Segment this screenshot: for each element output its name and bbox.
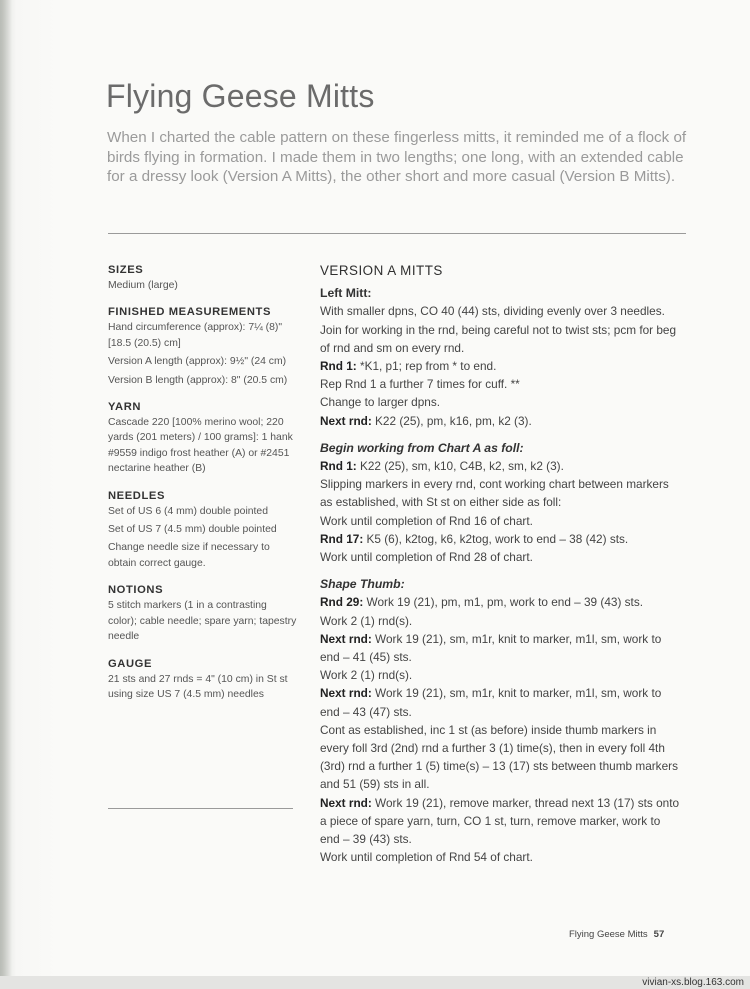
rnd1-label: Rnd 1: xyxy=(320,359,357,374)
needles-section xyxy=(108,489,298,572)
next-rnd-2-label: Next rnd: xyxy=(320,631,372,646)
work-rnds-2: Work 2 (1) rnd(s). xyxy=(320,668,413,683)
next-rnd-1-text: K22 (25), pm, k16, pm, k2 (3). xyxy=(371,413,532,428)
rnd1-text: *K1, p1; rep from * to end. xyxy=(356,359,497,374)
chart-rnd1-label: Rnd 1: xyxy=(320,459,357,474)
rnd17-line xyxy=(320,530,680,548)
yarn-section xyxy=(108,400,298,477)
sizes-section xyxy=(108,263,298,293)
needles-small: Set of US 6 (4 mm) double pointed xyxy=(108,505,268,517)
chart-heading: Begin working from Chart A as foll: xyxy=(320,440,524,455)
rnd17-text: K5 (6), k2tog, k6, k2tog, work to end – 38 (42) sts. xyxy=(363,531,629,546)
page-number: 57 xyxy=(653,929,665,940)
sizes-heading: SIZES xyxy=(108,264,144,276)
next-rnd-4-text: Work 19 (21), remove marker, thread next 13 (17) sts onto a piece of spare yarn, turn, CO 1 st, turn, remove marker, work to end – 39 (43) sts. xyxy=(320,795,680,847)
notions-section xyxy=(108,583,298,644)
sizes-text: Medium (large) xyxy=(108,280,178,291)
cont-established-text: Cont as established, inc 1 st (as before) inside thumb markers in every foll 3rd (2nd) rnd a further 3 (1) time(s), then in every foll 4th (3rd) rnd a further 1 (5) time(s) – 13 (17) sts between thumb markers and 51 (59) sts in all. xyxy=(320,722,678,792)
gauge-text: 21 sts and 27 rnds = 4" (10 cm) in St st using size US 7 (4.5 mm) needles xyxy=(108,673,288,700)
next-rnd-2-line xyxy=(320,630,680,666)
chart-rnd1-line xyxy=(320,457,680,475)
rnd54-text: Work until completion of Rnd 54 of chart. xyxy=(320,850,533,865)
rnd29-line xyxy=(320,593,680,611)
measurements-section xyxy=(108,305,298,388)
next-rnd-3-line xyxy=(320,684,680,720)
spine-shadow xyxy=(0,0,12,976)
change-needles-text: Change to larger dpns. xyxy=(320,395,441,410)
watermark-bar xyxy=(0,976,750,989)
notions-text: 5 stitch markers (1 in a contrasting color); cable needle; spare yarn; tapestry needle xyxy=(108,600,297,643)
left-mitt-heading: Left Mitt: xyxy=(320,286,372,301)
page-title: Flying Geese Mitts xyxy=(106,78,375,114)
top-divider xyxy=(108,233,686,234)
needles-heading: NEEDLES xyxy=(108,489,166,502)
page-footer xyxy=(569,929,664,940)
footer-title: Flying Geese Mitts xyxy=(569,929,648,940)
next-rnd-2-text: Work 19 (21), sm, m1r, knit to marker, m1l, sm, work to end – 41 (45) sts. xyxy=(320,631,662,665)
join-text: Join for working in the rnd, being careful not to twist sts; pcm for beg of rnd and sm on every rnd. xyxy=(320,322,677,355)
yarn-heading: YARN xyxy=(108,401,142,414)
watermark: vivian-xs.blog.163.com xyxy=(642,977,744,988)
next-rnd-1-label: Next rnd: xyxy=(320,413,372,428)
version-b-length: Version B length (approx): 8" (20.5 cm) xyxy=(108,374,288,386)
chart-rnd1-text: K22 (25), sm, k10, C4B, k2, sm, k2 (3). xyxy=(356,459,564,474)
cast-on-text: With smaller dpns, CO 40 (44) sts, dividing evenly over 3 needles. xyxy=(320,304,665,319)
next-rnd-4-line xyxy=(320,794,680,849)
next-rnd-4-label: Next rnd: xyxy=(320,795,372,810)
thumb-heading: Shape Thumb: xyxy=(320,577,405,592)
intro-paragraph: When I charted the cable pattern on these fingerless mitts, it reminded me of a flock of birds flying in formation. I made them in two lengths; one long, with an extended cable for a dressy look (Version A Mitts), the other short and more casual (Version B Mitts). xyxy=(107,129,687,185)
specs-sidebar xyxy=(108,263,298,714)
notions-heading: NOTIONS xyxy=(108,584,164,597)
repeat-text: Rep Rnd 1 a further 7 times for cuff. ** xyxy=(320,377,520,392)
gauge-section xyxy=(108,657,298,703)
rnd17-label: Rnd 17: xyxy=(320,531,364,546)
rnd1-line xyxy=(320,357,680,375)
pattern-instructions xyxy=(320,262,680,867)
needles-large: Set of US 7 (4.5 mm) double pointed xyxy=(108,524,277,536)
work-rnds-1: Work 2 (1) rnd(s). xyxy=(320,613,413,628)
version-heading: VERSION A MITTS xyxy=(320,263,443,278)
next-rnd-3-text: Work 19 (21), sm, m1r, knit to marker, m1l, sm, work to end – 43 (47) sts. xyxy=(320,686,662,719)
hand-circumference: Hand circumference (approx): 7¼ (8)" [18.5 (20.5) cm] xyxy=(108,322,283,349)
measurements-heading: FINISHED MEASUREMENTS xyxy=(108,306,272,319)
needles-note: Change needle size if necessary to obtain correct gauge. xyxy=(108,542,270,569)
yarn-text: Cascade 220 [100% merino wool; 220 yards (201 meters) / 100 grams]: 1 hank #9559 indigo frost heather (A) or #2451 nectarine heather (B) xyxy=(108,417,293,475)
next-rnd-3-label: Next rnd: xyxy=(320,686,372,701)
gauge-heading: GAUGE xyxy=(108,657,153,670)
slipping-text: Slipping markers in every rnd, cont working chart between markers as established, with St st on either side as foll: xyxy=(320,477,669,510)
next-rnd-1-line xyxy=(320,412,680,430)
rnd29-text: Work 19 (21), pm, m1, pm, work to end – 39 (43) sts. xyxy=(363,595,643,610)
rnd28-text: Work until completion of Rnd 28 of chart. xyxy=(320,550,533,565)
version-a-length: Version A length (approx): 9½" (24 cm) xyxy=(108,356,287,368)
rnd16-text: Work until completion of Rnd 16 of chart. xyxy=(320,513,533,528)
sidebar-divider xyxy=(108,808,293,809)
rnd29-label: Rnd 29: xyxy=(320,595,364,610)
